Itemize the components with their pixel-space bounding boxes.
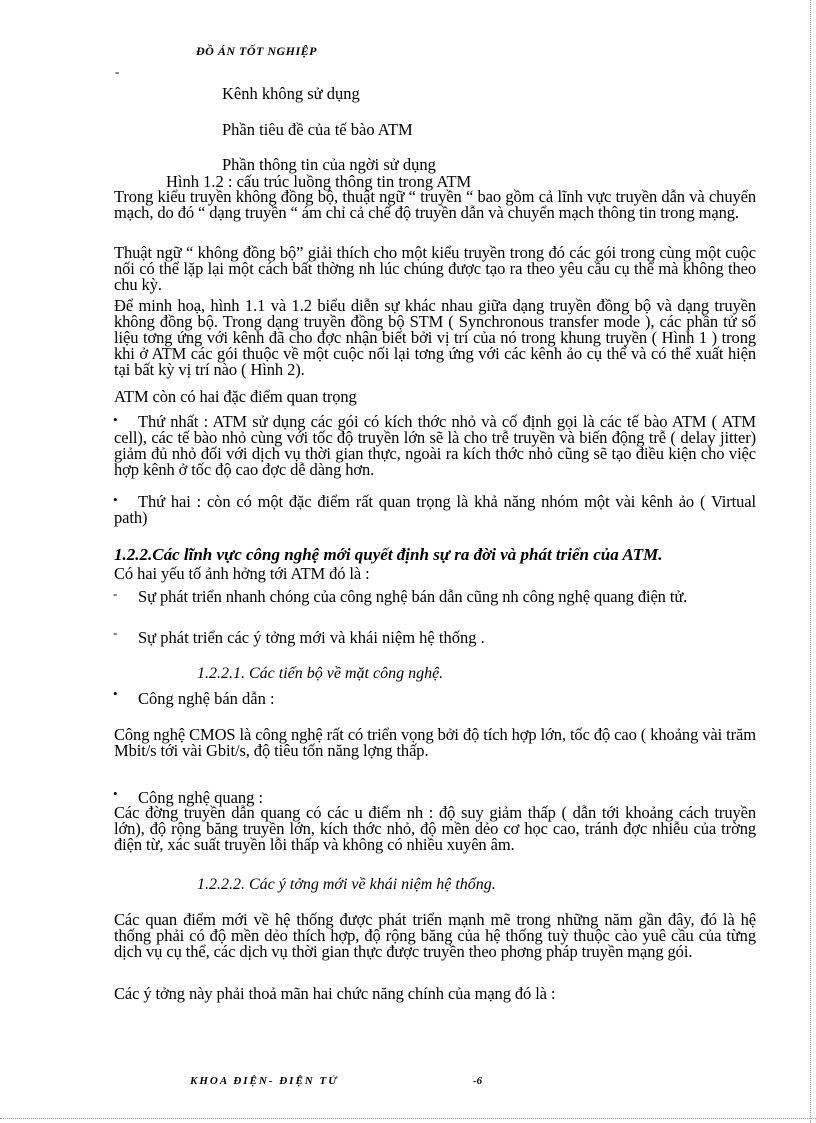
section-1222-paragraph-1: Các quan điểm mới về hệ thống được phát triển mạnh mẽ trong những năm gần đây, đó là hệ thống phải có độ mền dẻo thích hợp, độ rộng băng của hệ thống tuỳ thuộc cào yuê cầu của từng dịch vụ cụ thể, các dịch vụ thời gian thực được truyền theo phơng pháp truyền mạng gói.	[114, 910, 756, 961]
bullet-item-2: Thứ hai : còn có một đặc điểm rất quan trọng là khả năng nhóm một vài kênh ảo ( Virtual path)	[114, 492, 756, 527]
legend-user-info: Phần thông tin của ngời sử dụng	[222, 155, 436, 174]
section-1221-heading: 1.2.2.1. Các tiến bộ về mặt công nghệ.	[197, 665, 444, 682]
semiconductor-text: Công nghệ CMOS là công nghệ rất có triển vọng bởi độ tích hợp lớn, tốc độ cao ( khoảng vài trăm Mbit/s tới vài Gbit/s, độ tiêu tốn năng lợng thấp.	[114, 725, 756, 760]
section-122-intro: Có hai yếu tố ảnh hởng tới ATM đó là :	[114, 564, 370, 583]
section-1222-heading: 1.2.2.2. Các ý tởng mới về khái niệm hệ thống.	[197, 876, 496, 893]
dash-mark-2: -	[113, 625, 118, 640]
header-dash: -	[115, 64, 120, 79]
semiconductor-label: Công nghệ bán dẫn :	[138, 689, 275, 708]
paragraph-4: ATM còn có hai đặc điểm quan trọng	[114, 387, 357, 406]
section-122-heading: 1.2.2.Các lĩnh vực công nghệ mới quyết định sự ra đời và phát triển của ATM.	[114, 545, 663, 564]
paragraph-2: Thuật ngữ “ không đồng bộ” giải thích cho một kiểu truyền trong đó các gói trong cùng một cuộc nối có thể lặp lại một cách bất thờng nh lúc chúng được tạo ra theo yêu cầu cụ thể mà không theo chu kỳ.	[114, 243, 756, 294]
footer-faculty: KHOA ĐIỆN- ĐIỆN TỬ	[190, 1075, 339, 1087]
bullet-mark-semi: •	[113, 686, 118, 701]
legend-atm-header: Phần tiêu đề của tế bào ATM	[222, 120, 413, 139]
bullet-item-1: Thứ nhất : ATM sử dụng các gói có kích thớc nhỏ và cố định gọi là các tế bào ATM ( ATM cell), các tế bào nhỏ cùng với tốc độ truyền lớn sẽ là cho trễ truyền và biến động trễ ( delay jitter) giảm đủ nhỏ đối với dịch vụ thời gian thực, ngoài ra kích thớc nhỏ cũng sẽ tạo điều kiện cho việc hợp kênh ở tốc độ cao đợc dễ dàng hơn.	[114, 412, 756, 479]
legend-unused-channel: Kênh không sử dụng	[222, 84, 360, 103]
optical-label: Công nghệ quang :	[138, 788, 264, 807]
section-122-item-1: Sự phát triển nhanh chóng của công nghệ bán dẫn cũng nh công nghệ quang điện tử.	[138, 587, 688, 606]
paragraph-1: Trong kiểu truyền không đồng bộ, thuật ngữ “ truyền “ bao gồm cả lĩnh vực truyền dẫn và chuyển mạch, do đó “ dạng truyền “ ám chỉ cả chế độ truyền dẫn và chuyển mạch thông tin trong mạng.	[114, 187, 756, 222]
dash-mark-1: -	[113, 586, 118, 601]
optical-text: Các đờng truyền dẫn quang có các u điểm nh : độ suy giảm thấp ( dẫn tới khoảng cách truyền lớn), độ rộng băng truyền lớn, kích thớc nhỏ, độ mền dẻo cơ học cao, tránh đợc nhiễu của trờng điện từ, xác suất truyền lỗi thấp và không có nhiều xuyên âm.	[114, 803, 756, 854]
page-edge-right	[810, 0, 812, 1123]
paragraph-3: Để minh hoạ, hình 1.1 và 1.2 biểu diễn sự khác nhau giữa dạng truyền đồng bộ và dạng truyền không đồng bộ. Trong dạng truyền đồng bộ STM ( Synchronous transfer mode ), các phần tử số liệu tơng ứng với kênh đã cho đợc nhận biết bởi vị trí của nó trong khung truyền ( Hình 1 ) trong khi ở ATM các gói thuộc về một cuộc nối lại tơng ứng với các kênh ảo cụ thể và có thể xuất hiện tại bất kỳ vị trí nào ( Hình 2).	[114, 296, 756, 379]
page-edge-bottom	[0, 1118, 816, 1120]
figure-caption: Hình 1.2 : cấu trúc luồng thông tin trong ATM	[166, 172, 472, 191]
section-1222-paragraph-2: Các ý tởng này phải thoả mãn hai chức năng chính của mạng đó là :	[114, 984, 556, 1003]
page-header-title: ĐỒ ÁN TỐT NGHIỆP	[196, 44, 317, 58]
bullet-mark-2: •	[113, 492, 118, 507]
bullet-mark-optic: •	[113, 786, 118, 801]
footer-page-number: -6	[473, 1075, 483, 1087]
section-122-item-2: Sự phát triển các ý tởng mới và khái niệm hệ thống .	[138, 628, 485, 647]
bullet-mark-1: •	[113, 412, 118, 427]
